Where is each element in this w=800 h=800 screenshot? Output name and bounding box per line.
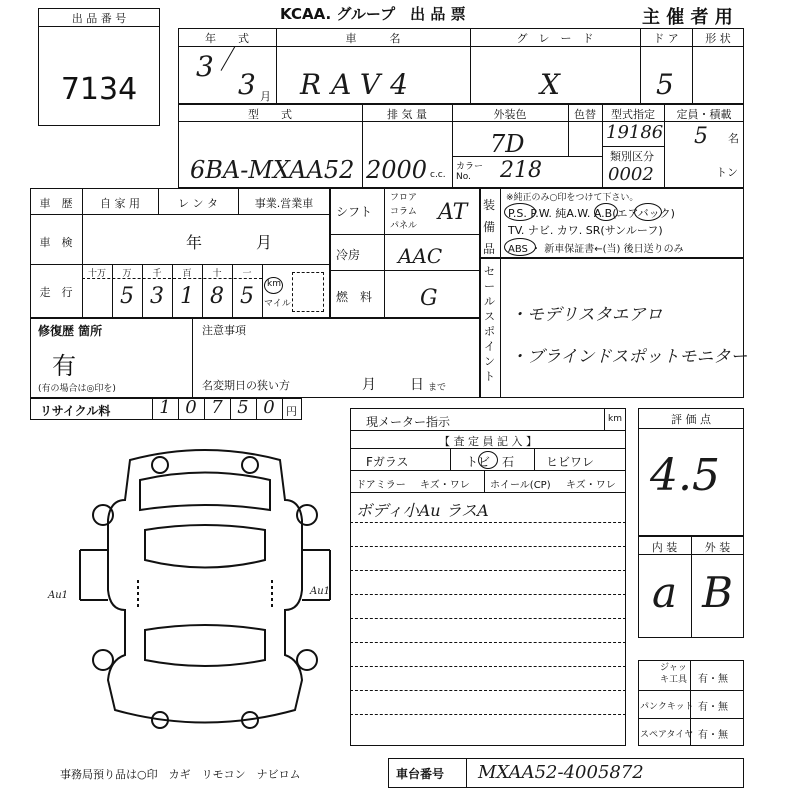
- fuel-value: G: [420, 286, 438, 311]
- interior-value: a: [651, 568, 678, 617]
- equipment-line3: ABS ・ 新車保証書←(当) 後日送りのみ: [508, 244, 684, 255]
- name-label: 車 名: [345, 32, 401, 45]
- color-change-label: 色替: [574, 108, 596, 121]
- shift-option-column: コラム: [390, 207, 417, 217]
- lot-number: 7134: [60, 72, 138, 107]
- capacity-label: 定員・積載: [676, 108, 732, 121]
- glass-chip-circle: [478, 451, 498, 469]
- recycle-label: リサイクル料: [40, 404, 111, 418]
- digit-header-5: 一: [242, 269, 252, 279]
- puncture-yes-no: 有・無: [698, 702, 728, 713]
- puncture-label: パンクキット: [640, 702, 694, 712]
- km-label: km: [267, 279, 281, 289]
- color-no-value: 218: [500, 158, 542, 183]
- exterior-value: B: [702, 568, 733, 617]
- diagram-mark-left: Au1: [48, 590, 69, 601]
- grade-label: グ レ ー ド: [516, 32, 594, 45]
- month-value: 3: [238, 68, 256, 101]
- ab-circle: [634, 203, 662, 221]
- shape-label: 形 状: [705, 32, 731, 45]
- jack-label: ジャッキ工具: [660, 663, 688, 685]
- year-label: 年 式: [205, 32, 249, 45]
- type-designation-label: 型式指定: [611, 108, 655, 121]
- repair-value: 有: [52, 352, 76, 380]
- mile-label: マイル: [264, 299, 291, 309]
- sales-item-2: ・ブラインドスポットモニター: [510, 347, 748, 367]
- rental-label: レ ン タ: [178, 197, 218, 210]
- digit-header-4: 十: [212, 269, 222, 279]
- inspection-year: 年: [186, 233, 203, 252]
- shift-label: シフト: [336, 205, 373, 219]
- inspector-label: 【 査 定 員 記 入 】: [439, 435, 537, 448]
- ac-value: AAC: [398, 244, 443, 268]
- transfer-label: 名変期日の狭い方: [202, 379, 290, 392]
- ton-unit: トン: [716, 166, 738, 179]
- inspection-month: 月: [256, 233, 273, 252]
- office-note: 事務局預り品は○印 カギ リモコン ナビロム: [60, 768, 301, 781]
- glass-option-chip: トビ: [466, 455, 491, 469]
- capacity-value: 5: [694, 124, 708, 149]
- jack-yes-no: 有・無: [698, 674, 728, 685]
- sales-item-1: ・モデリスタエアロ: [510, 305, 663, 325]
- wheel-label: ホイール(CP): [490, 480, 551, 491]
- mileage-label: 走 行: [39, 286, 73, 299]
- digit-header-1: 万: [122, 269, 132, 279]
- glass-option-stone: 石: [502, 455, 515, 469]
- recycle-digit: 7: [211, 397, 223, 418]
- sales-frame: [480, 258, 744, 398]
- digit-header-0: 十万: [87, 269, 106, 279]
- month-suffix: 月: [260, 90, 271, 103]
- year-value: 3: [196, 50, 214, 83]
- shift-option-floor: フロア: [390, 193, 418, 203]
- category-value: 0002: [608, 164, 654, 185]
- score-value: 4.5: [650, 450, 720, 501]
- abs-circle: [504, 238, 536, 256]
- color-value: 7D: [490, 130, 525, 158]
- capacity-unit: 名: [728, 132, 739, 145]
- car-name-value: RAV4: [300, 68, 418, 101]
- recycle-unit: 円: [286, 405, 297, 418]
- wheel-options: キズ・ワレ: [566, 480, 616, 491]
- equipment-line1: P.S. P.W. 純A.W. A.B(エアバック): [508, 207, 675, 220]
- equipment-label: 装備品: [483, 198, 496, 256]
- spare-label: スペアタイヤ: [640, 730, 694, 740]
- fuel-label: 燃 料: [336, 290, 373, 304]
- displacement-value: 2000: [366, 156, 428, 184]
- mileage-digit: 1: [180, 284, 194, 309]
- model-value: 6BA-MXAA52: [190, 156, 355, 184]
- mirror-options: キズ・ワレ: [420, 480, 470, 491]
- group-title: KCAA. グループ 出 品 票: [280, 5, 466, 23]
- equipment-note: ※純正のみ○印をつけて下さい。: [506, 193, 639, 203]
- aw-circle: [594, 203, 618, 221]
- cc-unit: c.c.: [430, 170, 446, 180]
- shift-option-panel: パネル: [390, 221, 418, 231]
- lot-label: 出 品 番 号: [71, 12, 127, 25]
- meter-label: 現メーター指示: [366, 415, 451, 429]
- mileage-digit: 8: [210, 284, 224, 309]
- door-label: ド ア: [653, 32, 679, 45]
- recycle-digit: 0: [263, 397, 275, 418]
- mileage-digit: 5: [120, 284, 134, 309]
- exterior-label: 外 装: [704, 541, 731, 554]
- repair-note: (有の場合は◎印を): [38, 384, 116, 394]
- digit-header-2: 千: [152, 269, 162, 279]
- recycle-digit: 1: [159, 397, 171, 418]
- displacement-label: 排 気 量: [387, 108, 427, 121]
- ps-circle: [504, 203, 536, 221]
- transfer-day: 日: [410, 377, 424, 393]
- equipment-line2: TV. ナビ. カワ. SR(サンルーフ): [508, 224, 663, 237]
- mileage-digit: 3: [150, 284, 164, 309]
- notes-label: 注意事項: [202, 324, 246, 337]
- ac-label: 冷房: [336, 248, 361, 262]
- private-use-label: 自 家 用: [100, 197, 140, 210]
- digit-header-3: 百: [182, 269, 192, 279]
- chassis-label: 車台番号: [396, 767, 445, 781]
- shift-value: AT: [438, 200, 468, 225]
- glass-label: Fガラス: [366, 455, 409, 469]
- history-label: 車 歴: [39, 197, 73, 210]
- km-mile-dashbox: [292, 272, 324, 312]
- color-no-label: カラー No.: [456, 162, 484, 182]
- color-label: 外装色: [493, 108, 527, 121]
- interior-label: 内 装: [651, 541, 678, 554]
- sales-label: セールスポイント: [484, 265, 495, 383]
- inspection-remark: ボディ小Au ラスA: [356, 501, 489, 520]
- transfer-suffix: まで: [428, 383, 447, 393]
- mileage-digit: 5: [240, 284, 254, 309]
- spare-yes-no: 有・無: [698, 730, 728, 741]
- door-value: 5: [656, 68, 674, 101]
- chassis-value: MXAA52-4005872: [478, 762, 644, 783]
- glass-option-crack: ヒビワレ: [546, 455, 595, 469]
- category-label: 類別区分: [610, 150, 654, 163]
- recycle-digit: 5: [237, 397, 249, 418]
- grade-value: X: [540, 68, 560, 101]
- diagram-mark-right: Au1: [310, 586, 331, 597]
- repair-label: 修復歴 箇所: [38, 324, 103, 338]
- inspection-label: 車 検: [39, 236, 73, 249]
- mirror-label: ドアミラー: [356, 480, 406, 491]
- transfer-month: 月: [362, 377, 376, 393]
- car-diagram: [70, 440, 340, 740]
- score-label: 評 価 点: [671, 413, 711, 426]
- organizer-label: 主 催 者 用: [642, 7, 733, 28]
- meter-km-unit: km: [608, 414, 622, 424]
- business-label: 事業.営業車: [254, 197, 314, 210]
- model-label: 型 式: [248, 108, 292, 121]
- recycle-digit: 0: [185, 397, 197, 418]
- type-designation-value: 19186: [606, 122, 664, 143]
